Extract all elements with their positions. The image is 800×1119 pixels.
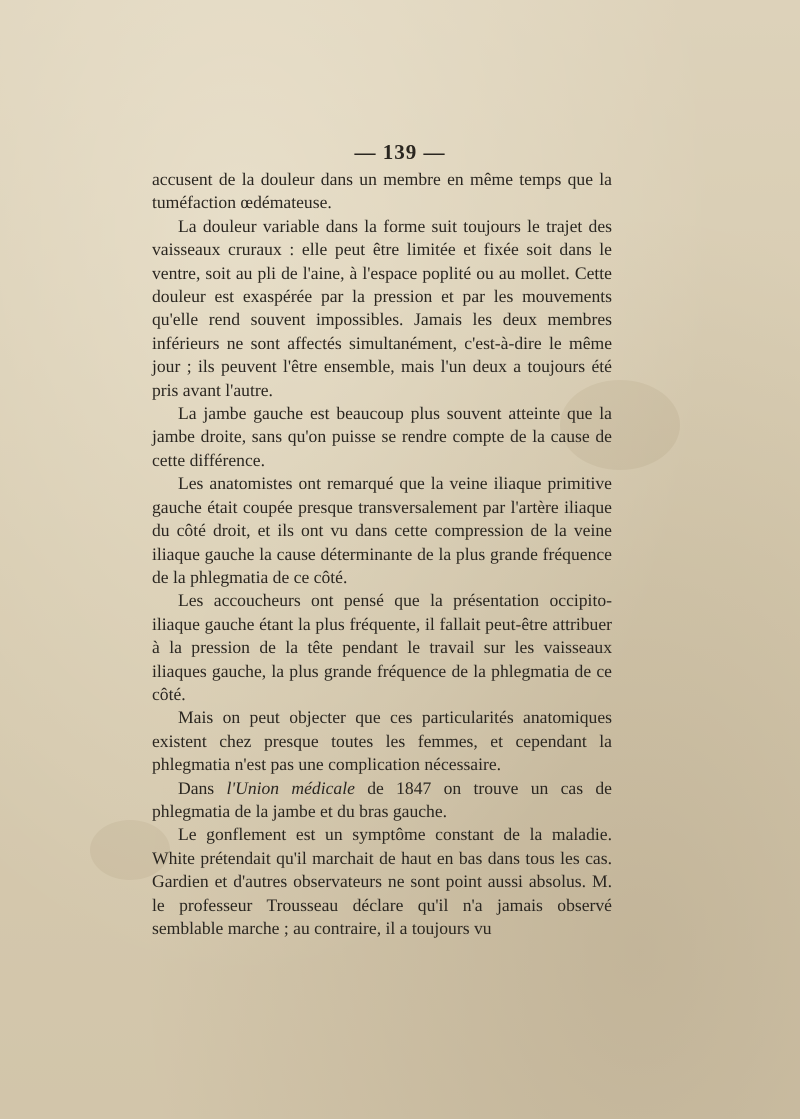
paragraph: Mais on peut objecter que ces particularités anatomiques existent chez presque toutes les femmes, et cependant la phlegmatia n'est pas une complication nécessaire. xyxy=(152,707,612,775)
paragraph: La jambe gauche est beaucoup plus souvent atteinte que la jambe droite, sans qu'on puisse se rendre compte de la cause de cette différence. xyxy=(152,403,612,470)
paragraph: accusent de la douleur dans un membre en même temps que la tuméfaction œdémateuse. xyxy=(152,169,612,213)
paragraph: Les anatomistes ont remarqué que la veine iliaque primitive gauche était coupée presque transversalement par l'artère iliaque du côté droit, et ils ont vu dans cette compression de la veine iliaque gauche la cause déterminante de la plus grande fréquence de la phlegmatia de ce côté. xyxy=(152,473,612,587)
paragraph-text: Dans xyxy=(178,777,227,798)
body-text xyxy=(152,168,612,940)
paragraph: La douleur variable dans la forme suit toujours le trajet des vaisseaux cruraux : elle peut être limitée et fixée soit dans le ventre, soit au pli de l'aine, à l'espace poplité ou au mollet. Cette douleur est exaspérée par la pression et par les mouvements qu'elle rend souvent impossibles. Jamais les deux membres inférieurs ne sont affectés simultanément, c'est-à-dire le même jour ; ils peuvent l'être ensemble, mais l'un deux a toujours été pris avant l'autre. xyxy=(152,215,612,400)
paragraph: Les accoucheurs ont pensé que la présentation occipito-iliaque gauche étant la plus fréquente, il fallait peut-être attribuer à la pression de la tête pendant le travail sur les vaisseaux iliaques gauche, la plus grande fréquence de la phlegmatia de ce côté. xyxy=(152,590,612,704)
paragraph-text: de 1847 on trouve un cas de phlegmatia de la jambe et du bras gauche. xyxy=(152,777,612,821)
page-number: — 139 — xyxy=(354,140,446,164)
journal-title: l'Union médicale xyxy=(226,777,355,798)
paragraph xyxy=(152,777,612,824)
paragraph: Le gonflement est un symptôme constant de la maladie. White prétendait qu'il marchait de haut en bas dans tous les cas. Gardien et d'autres observateurs ne sont point aussi absolus. M. le professeur Trousseau déclare qu'il n'a jamais observé semblable marche ; au contraire, il a toujours vu xyxy=(152,824,612,938)
